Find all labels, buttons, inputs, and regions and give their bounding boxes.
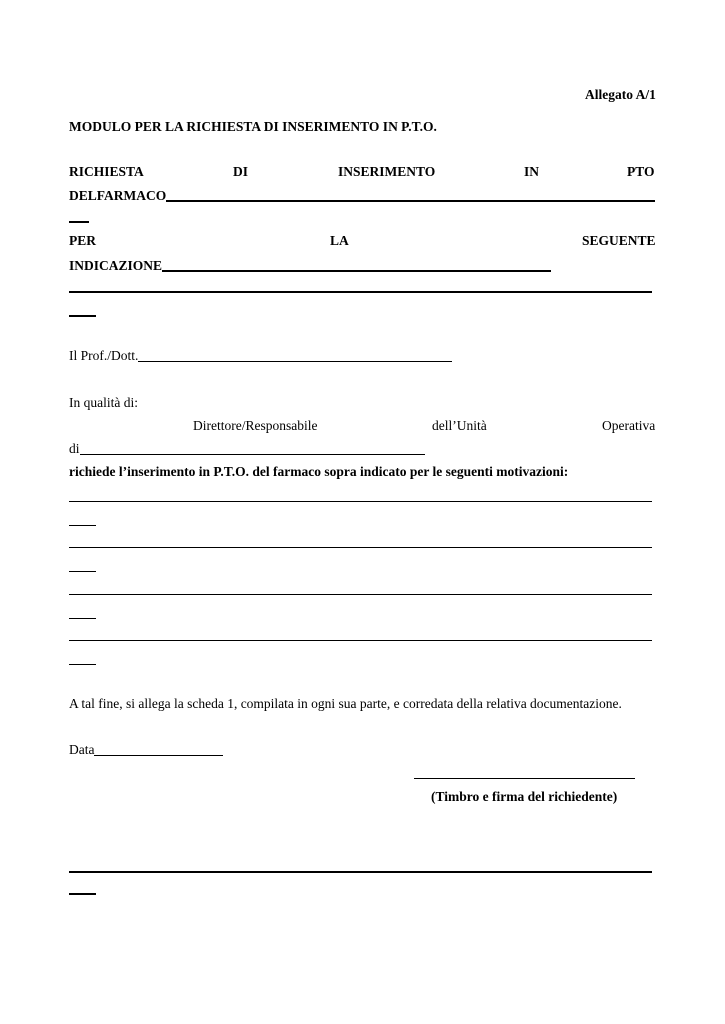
farmaco-label: DELFARMACO [69,188,167,203]
role-word-1: Direttore/Responsabile [193,418,318,433]
role-word-2: dell’Unità [432,418,487,433]
di-label: di [69,441,80,456]
indicazione-label: INDICAZIONE [69,258,163,273]
indicazione-input-line[interactable] [162,256,551,272]
bottom-line-tail [69,893,96,895]
data-field [69,742,223,758]
motivazione-line-3-tail [69,618,96,619]
bottom-line[interactable] [69,871,652,873]
request-word-4: IN [524,164,540,179]
indication-word-3: SEGUENTE [582,233,656,248]
signature-line[interactable] [414,778,635,779]
signature-caption: (Timbro e firma del richiedente) [431,789,618,804]
motivazione-line-3[interactable] [69,594,652,595]
motivazioni-heading: richiede l’inserimento in P.T.O. del farmaco sopra indicato per le seguenti motivazioni: [69,464,569,479]
prof-field [69,348,452,364]
indicazione-line-tail [69,315,96,317]
motivazione-line-2-tail [69,571,96,572]
motivazione-line-1[interactable] [69,501,652,502]
motivazione-line-4[interactable] [69,640,652,641]
prof-label: Il Prof./Dott. [69,348,139,363]
role-word-3: Operativa [602,418,656,433]
indicazione-line-2[interactable] [69,291,652,293]
form-title: MODULO PER LA RICHIESTA DI INSERIMENTO IN P.T.O. [69,119,437,134]
unita-field [69,441,425,457]
motivazione-line-2[interactable] [69,547,652,548]
motivazione-line-1-tail [69,525,96,526]
allegato-statement: A tal fine, si allega la scheda 1, compilata in ogni sua parte, e corredata della relativa documentazione. [69,696,622,711]
data-input-line[interactable] [94,742,223,756]
request-word-2: DI [233,164,249,179]
qualita-label: In qualità di: [69,395,138,410]
indication-word-1: PER [69,233,96,248]
prof-input-line[interactable] [138,348,452,362]
farmaco-field-label [69,186,655,204]
unita-input-line[interactable] [80,441,425,455]
request-word-3: INSERIMENTO [338,164,436,179]
indication-word-2: LA [330,233,349,248]
data-label: Data [69,742,95,757]
farmaco-line-tail [69,221,89,223]
request-word-1: RICHIESTA [69,164,144,179]
request-word-5: PTO [627,164,655,179]
indicazione-field-label [69,256,551,274]
motivazione-line-4-tail [69,664,96,665]
allegato-label: Allegato A/1 [585,87,656,102]
farmaco-input-line[interactable] [166,186,655,202]
